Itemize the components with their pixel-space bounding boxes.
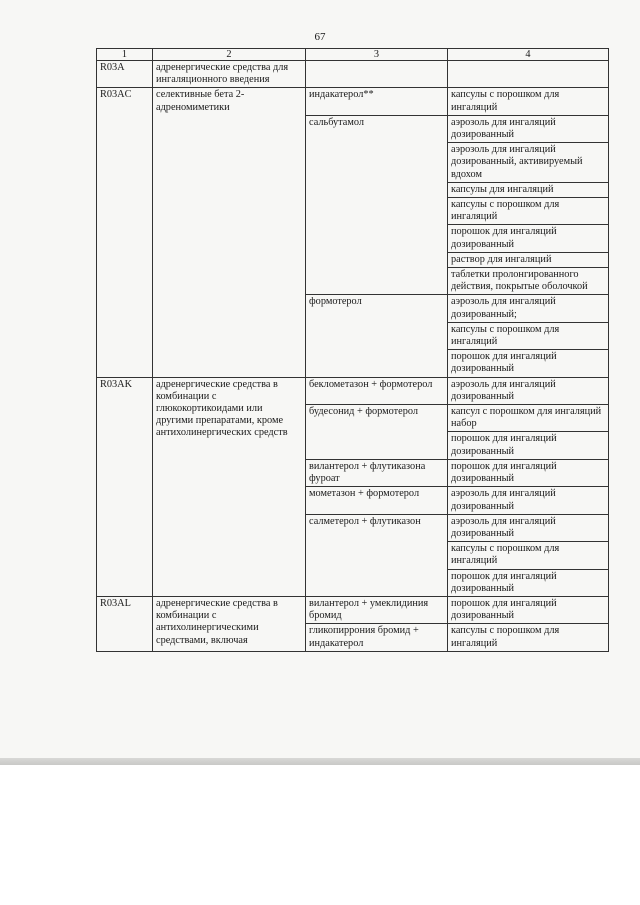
table-body bbox=[97, 61, 609, 652]
dosage-form: таблетки пролонгированного действия, покрытые оболочкой bbox=[448, 268, 609, 295]
drug-name: вилантерол + флутиказона фуроат bbox=[306, 459, 448, 486]
drug-name: вилантерол + умеклидиния бромид bbox=[306, 596, 448, 623]
column-number: 2 bbox=[153, 49, 306, 61]
drug-name: гликопиррония бромид + индакатерол bbox=[306, 624, 448, 651]
column-number: 1 bbox=[97, 49, 153, 61]
drug-name: мометазон + формотерол bbox=[306, 487, 448, 514]
group-name: адренергические средства в комбинации с антихолинергическими средствами, включая bbox=[153, 596, 306, 651]
table-row bbox=[97, 377, 609, 404]
dosage-form: капсулы с порошком для ингаляций bbox=[448, 624, 609, 651]
table-row bbox=[97, 88, 609, 115]
blank-margin bbox=[0, 765, 640, 905]
drug-name: салметерол + флутиказон bbox=[306, 514, 448, 596]
dosage-form: аэрозоль для ингаляций дозированный; bbox=[448, 295, 609, 322]
dosage-form: порошок для ингаляций дозированный bbox=[448, 225, 609, 252]
dosage-form: капсулы с порошком для ингаляций bbox=[448, 88, 609, 115]
atc-code: R03AL bbox=[97, 596, 153, 651]
dosage-form: капсул с порошком для ингаляций набор bbox=[448, 405, 609, 432]
drug-name: формотерол bbox=[306, 295, 448, 377]
group-name: адренергические средства для ингаляционного введения bbox=[153, 61, 306, 88]
drug-table bbox=[96, 48, 609, 652]
atc-code: R03AK bbox=[97, 377, 153, 596]
dosage-form: порошок для ингаляций дозированный bbox=[448, 432, 609, 459]
drug-name: будесонид + формотерол bbox=[306, 405, 448, 460]
drug-name bbox=[306, 61, 448, 88]
dosage-form: порошок для ингаляций дозированный bbox=[448, 459, 609, 486]
dosage-form: капсулы с порошком для ингаляций bbox=[448, 322, 609, 349]
page-number: 67 bbox=[314, 31, 326, 43]
dosage-form: аэрозоль для ингаляций дозированный bbox=[448, 487, 609, 514]
dosage-form: капсулы с порошком для ингаляций bbox=[448, 198, 609, 225]
drug-name: индакатерол** bbox=[306, 88, 448, 115]
dosage-form: раствор для ингаляций bbox=[448, 252, 609, 267]
dosage-form: аэрозоль для ингаляций дозированный, активируемый вдохом bbox=[448, 143, 609, 183]
dosage-form: порошок для ингаляций дозированный bbox=[448, 596, 609, 623]
dosage-form bbox=[448, 61, 609, 88]
atc-code: R03A bbox=[97, 61, 153, 88]
dosage-form: аэрозоль для ингаляций дозированный bbox=[448, 377, 609, 404]
column-number: 3 bbox=[306, 49, 448, 61]
dosage-form: порошок для ингаляций дозированный bbox=[448, 350, 609, 377]
dosage-form: аэрозоль для ингаляций дозированный bbox=[448, 115, 609, 142]
dosage-form: аэрозоль для ингаляций дозированный bbox=[448, 514, 609, 541]
scan-edge bbox=[0, 758, 640, 765]
table-row bbox=[97, 61, 609, 88]
dosage-form: капсулы для ингаляций bbox=[448, 182, 609, 197]
dosage-form: капсулы с порошком для ингаляций bbox=[448, 542, 609, 569]
column-number: 4 bbox=[448, 49, 609, 61]
table-row bbox=[97, 596, 609, 623]
atc-code: R03AC bbox=[97, 88, 153, 377]
drug-name: беклометазон + формотерол bbox=[306, 377, 448, 404]
group-name: адренергические средства в комбинации с глюкокортикоидами или другими препаратами, кроме антихолинергических средств bbox=[153, 377, 306, 596]
column-number-row bbox=[97, 49, 609, 61]
group-name: селективные бета 2-адреномиметики bbox=[153, 88, 306, 377]
drug-name: сальбутамол bbox=[306, 115, 448, 295]
dosage-form: порошок для ингаляций дозированный bbox=[448, 569, 609, 596]
